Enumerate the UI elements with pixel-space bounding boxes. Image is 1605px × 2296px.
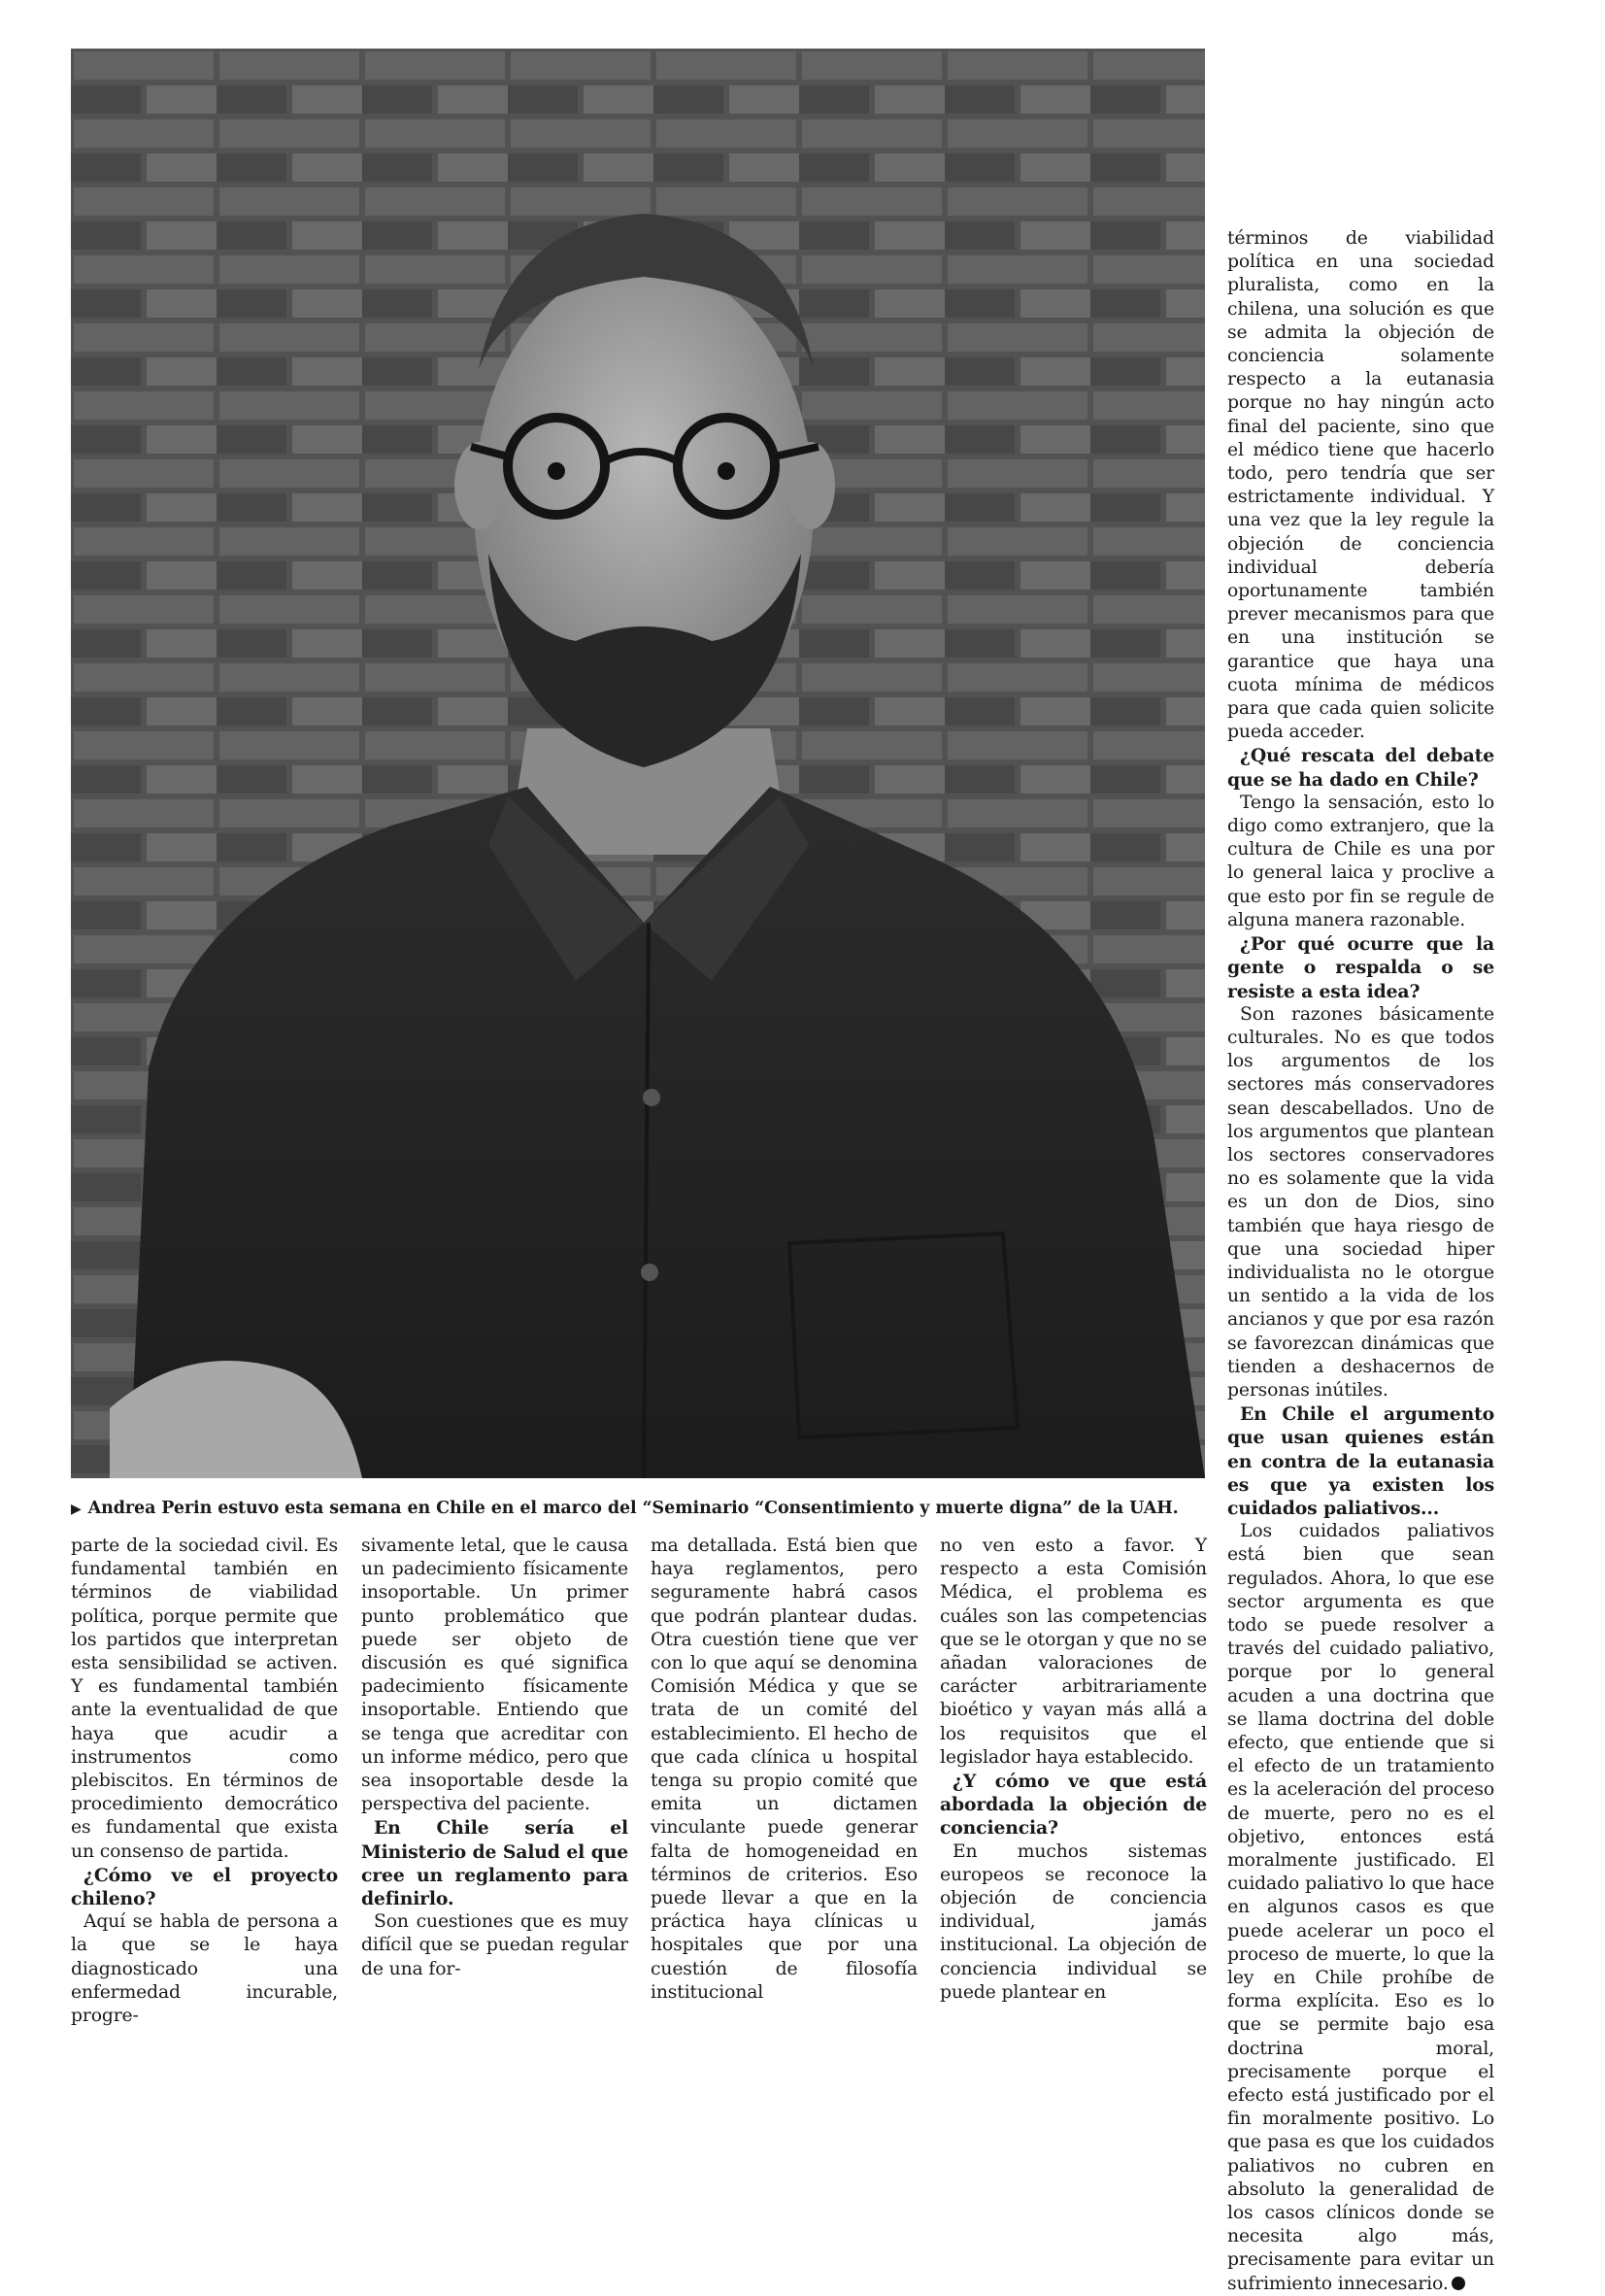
portrait-illustration <box>71 49 1205 1478</box>
interview-question: ¿Cómo ve el proyecto chileno? <box>71 1864 338 1910</box>
answer-paragraph: En muchos sistemas europeos se reconoce la objeción de conciencia individual, jamás institucional. La objeción de conciencia individual se puede plantear en <box>940 1840 1207 2003</box>
body-paragraph: no ven esto a favor. Y respecto a esta Comisión Médica, el problema es cuáles son las competencias que se le otorgan y que no se añadan valoraciones de carácter arbitrariamente bioético y vayan más allá a los requisitos que el legislador haya establecido. <box>940 1536 1208 1768</box>
answer-paragraph: Tengo la sensación, esto lo digo como extranjero, que la cultura de Chile es una por lo general laica y proclive a que esto por fin se regule de alguna manera razonable. <box>1227 792 1494 930</box>
answer-paragraph: Los cuidados paliativos está bien que sean regulados. Ahora, lo que ese sector argumenta es que todo se puede resolver a través del cuidado paliativo, porque por lo general acuden a una doctrina que se llama doctrina del doble efecto, que entiende que si el efecto de un tratamiento es la aceleración del proceso de muerte, pero no es el objetivo, entonces está moralmente justificado. El cuidado paliativo lo que hace en algunos casos es que puede acelerar un poco el proceso de muerte, lo que la ley en Chile prohíbe de forma explícita. Eso es lo que se permite bajo esa doctrina moral, precisamente porque el efecto está justificado por el fin moralmente positivo. Lo que pasa es que los cuidados paliativos no cubren en absoluto la generalidad de los casos clínicos donde se necesita algo más, precisamente para evitar un sufrimiento innecesario. <box>1227 1521 1494 2294</box>
portrait-photo <box>71 49 1205 1478</box>
filled-circle-icon <box>1452 2277 1465 2290</box>
article-column-2 <box>361 1535 628 1981</box>
body-paragraph: ma detallada. Está bien que haya reglamentos, pero seguramente habrá casos que podrán plantear dudas. Otra cuestión tiene que ver con lo que aquí se denomina Comisión Médica y que se trata de un comité del establecimiento. El hecho de que cada clínica u hospital tenga su propio comité que emita un dictamen vinculante puede generar falta de homogeneidad en términos de criterios. Eso puede llevar a que en la práctica haya clínicas u hospitales que por una cuestión de filosofía institucional <box>651 1536 918 2003</box>
right-triangle-icon: ▶ <box>71 1502 82 1517</box>
article-column-1 <box>71 1535 338 2028</box>
interview-question: En Chile sería el Ministerio de Salud el que cree un reglamento para definirlo. <box>361 1817 628 1910</box>
caption-text: Andrea Perin estuvo esta semana en Chile en el marco del “Seminario “Consentimiento y muerte digna” de la UAH. <box>87 1499 1179 1518</box>
answer-paragraph: Son razones básicamente culturales. No es que todos los argumentos de los sectores más conservadores sean descabellados. Uno de los argumentos que plantean los sectores conservadores no es solamente que la vida es un don de Dios, sino también que haya riesgo de que una sociedad hiper individualista no le otorgue un sentido a la vida de los ancianos y que por esa razón se favorezcan dinámicas que tienden a deshacernos de personas inútiles. <box>1227 1003 1494 1401</box>
article-column-4 <box>940 1535 1207 2005</box>
body-paragraph: términos de viabilidad política en una sociedad pluralista, como en la chilena, una solución es que se admita la objeción de conciencia solamente respecto a la eutanasia porque no hay ningún acto final del paciente, sino que el médico tiene que hacerlo todo, pero tendría que ser estrictamente individual. Y una vez que la ley regule la objeción de conciencia individual debería oportunamente también prever mecanismos para que en una institución se garantice que haya una cuota mínima de médicos para que cada quien solicite pueda acceder. <box>1227 228 1494 743</box>
answer-paragraph: Aquí se habla de persona a la que se le haya diagnosticado una enfermedad incurable, progre- <box>71 1911 338 2027</box>
article-column-5 <box>1227 227 1494 2296</box>
interview-question: ¿Qué rescata del debate que se ha dado en Chile? <box>1227 745 1494 791</box>
interview-question: En Chile el argumento que usan quienes están en contra de la eutanasia es que ya existen los cuidados paliativos... <box>1227 1403 1494 1519</box>
body-paragraph: parte de la sociedad civil. Es fundamental también en términos de viabilidad política, porque permite que los partidos que interpretan esta sensibilidad se activen. Y es fundamental también ante la eventualidad de que haya que acudir a instrumentos como plebiscitos. En términos de procedimiento democrático es fundamental que exista un consenso de partida. <box>71 1536 338 1862</box>
article-column-3 <box>651 1535 918 2005</box>
photo-caption <box>71 1494 1205 1523</box>
interview-question: ¿Y cómo ve que está abordada la objeción de conciencia? <box>940 1771 1207 1840</box>
interview-question: ¿Por qué ocurre que la gente o respalda o se resiste a esta idea? <box>1227 933 1494 1002</box>
answer-paragraph: Son cuestiones que es muy difícil que se puedan regular de una for- <box>361 1911 628 1979</box>
body-paragraph: sivamente letal, que le causa un padecimiento físicamente insoportable. Un primer punto problemático que puede ser objeto de discusión es qué significa padecimiento físicamente insoportable. Entiendo que se tenga que acreditar con un informe médico, pero que sea insoportable desde la perspectiva del paciente. <box>361 1536 628 1815</box>
